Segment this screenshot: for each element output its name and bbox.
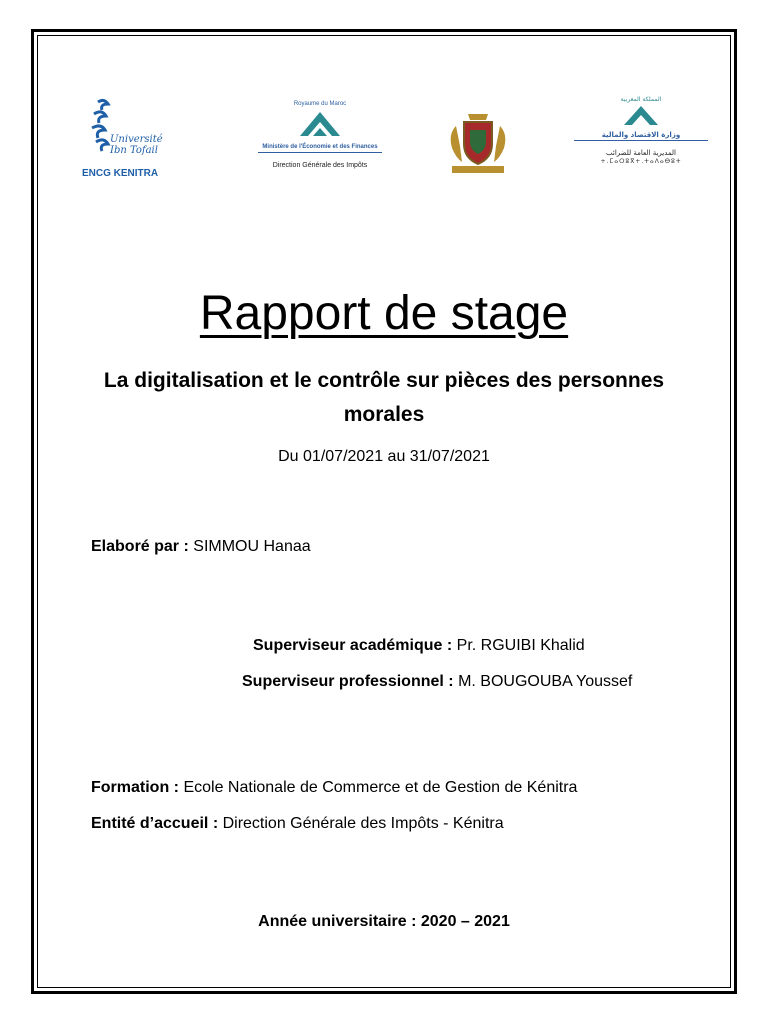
academic-year-line: [0, 911, 768, 933]
coat-of-arms-icon: [442, 108, 514, 178]
report-title: Rapport de stage: [199, 287, 569, 340]
academic-supervisor-line: [253, 635, 585, 657]
formation-value: Ecole Nationale de Commerce et de Gestion de Kénitra: [183, 779, 578, 796]
encg-school-name: ENCG KENITRA: [82, 168, 159, 179]
professional-supervisor-label: Superviseur professionnel :: [242, 673, 454, 690]
professional-supervisor-line: [242, 671, 632, 693]
academic-year-label: Année universitaire :: [258, 913, 417, 930]
academic-supervisor-value: Pr. RGUIBI Khalid: [456, 637, 585, 654]
author-line: [91, 536, 311, 558]
host-entity-line: [91, 813, 504, 835]
academic-supervisor-label: Superviseur académique :: [253, 637, 453, 654]
dgi-ar-tifinagh: +.ⵎⴰⵔⵓⴳ+.ⵜⴰⴷⴰⴱⵓⵜ: [600, 158, 682, 165]
formation-label: Formation :: [91, 779, 179, 796]
dgi-arabic-logo: [574, 96, 708, 188]
coat-of-arms: [442, 108, 514, 178]
dgi-ar-kingdom: المملكة المغربية: [620, 96, 662, 103]
author-value: SIMMOU Hanaa: [193, 538, 311, 555]
dgi-direction: Direction Générale des Impôts: [272, 162, 368, 169]
academic-year-value: 2020 – 2021: [420, 913, 510, 930]
dgi-kingdom: Royaume du Maroc: [293, 101, 347, 107]
encg-university-name: Université Ibn Tofail: [110, 134, 163, 156]
report-subtitle: La digitalisation et le contrôle sur pièces des personnes morales: [103, 369, 665, 426]
formation-line: [91, 777, 577, 799]
internship-period: Du 01/07/2021 au 31/07/2021: [278, 448, 490, 465]
dgi-logo: [258, 100, 382, 186]
professional-supervisor-value: M. BOUGOUBA Youssef: [458, 673, 633, 690]
dgi-emblem-icon: [258, 108, 382, 138]
dgi-ar-ministry: وزارة الاقتصاد والمالية: [574, 131, 708, 141]
dgi-ministry: Ministère de l'Économie et des Finances: [258, 143, 382, 153]
encg-logo: [82, 98, 172, 182]
host-entity-value: Direction Générale des Impôts - Kénitra: [222, 815, 504, 832]
dgi-ar-direction: المديرية العامة للضرائب: [606, 149, 676, 157]
author-label: Elaboré par :: [91, 538, 189, 555]
host-entity-label: Entité d’accueil :: [91, 815, 219, 832]
dgi-ar-emblem-icon: [574, 104, 708, 126]
